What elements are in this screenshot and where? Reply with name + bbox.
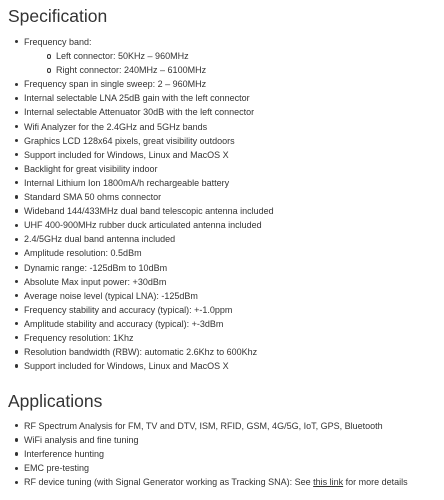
list-item [0,261,274,275]
list-item-text: Frequency band: [24,37,92,47]
applications-heading: Applications [8,391,103,411]
list-item [0,475,408,489]
list-item-text: Frequency span in single sweep: 2 – 960MHz [24,79,207,90]
list-item [0,91,274,105]
list-item-text: Average noise level (typical LNA): -125dBm [24,290,198,301]
list-item [0,359,274,373]
list-item [0,433,408,447]
list-item-text: Backlight for great visibility indoor [24,163,158,174]
list-item [0,345,274,359]
list-item-text: Interference hunting [24,449,105,460]
list-item [0,148,274,162]
list-item-text: Wideband 144/433MHz dual band telescopic antenna included [24,206,274,217]
list-item-text: Amplitude resolution: 0.5dBm [24,248,142,259]
list-item [0,246,274,260]
list-item-text-after-link: for more details [343,477,408,488]
list-item-text: Right connector: 240MHz – 6100MHz [56,65,207,76]
list-item-text: Dynamic range: -125dBm to 10dBm [24,262,168,273]
list-item-text: Internal selectable Attenuator 30dB with the left connector [24,107,255,118]
list-item [0,331,274,345]
list-item-text: Internal Lithium Ion 1800mA/h rechargeable battery [24,177,230,188]
list-item-text: Resolution bandwidth (RBW): automatic 2.6Khz to 600Khz [24,347,258,358]
list-item-text: Support included for Windows, Linux and MacOS X [24,149,229,160]
list-item [24,63,274,77]
list-item [0,35,274,77]
list-item-text: WiFi analysis and fine tuning [24,435,139,446]
list-item-text: Amplitude stability and accuracy (typical): +-3dBm [24,318,224,329]
list-item [0,77,274,91]
list-item-text: UHF 400-900MHz rubber duck articulated antenna included [24,220,262,231]
frequency-band-sublist [24,49,274,77]
list-item-text: Support included for Windows, Linux and MacOS X [24,361,229,372]
list-item [0,218,274,232]
list-item-text: EMC pre-testing [24,463,90,474]
list-item-text: 2.4/5GHz dual band antenna included [24,234,176,245]
list-item [0,419,408,433]
list-item [0,461,408,475]
tracking-sna-link[interactable]: this link [313,477,344,488]
applications-list [0,419,408,489]
list-item [0,190,274,204]
list-item [0,120,274,134]
list-item [0,275,274,289]
list-item [0,232,274,246]
list-item [0,162,274,176]
list-item [0,447,408,461]
list-item [0,289,274,303]
list-item-text: Frequency resolution: 1Khz [24,332,134,343]
specification-list [0,35,274,373]
list-item-text: Standard SMA 50 ohms connector [24,192,162,203]
list-item-text-before-link: RF device tuning (with Signal Generator working as Tracking SNA): See [24,477,314,488]
list-item-text: Internal selectable LNA 25dB gain with the left connector [24,93,250,104]
list-item [24,49,274,63]
list-item-text: Graphics LCD 128x64 pixels, great visibility outdoors [24,135,235,146]
specification-heading: Specification [8,6,108,26]
list-item-text: Wifi Analyzer for the 2.4GHz and 5GHz bands [24,121,208,132]
list-item-text: RF Spectrum Analysis for FM, TV and DTV, ISM, RFID, GSM, 4G/5G, IoT, GPS, Bluetooth [24,421,383,431]
list-item-text: Frequency stability and accuracy (typical): +-1.0ppm [24,304,233,315]
list-item [0,204,274,218]
list-item [0,176,274,190]
list-item [0,303,274,317]
list-item [0,134,274,148]
list-item [0,105,274,119]
list-item-text: Absolute Max input power: +30dBm [24,276,167,287]
list-item-text: Left connector: 50KHz – 960MHz [56,51,189,62]
list-item [0,317,274,331]
